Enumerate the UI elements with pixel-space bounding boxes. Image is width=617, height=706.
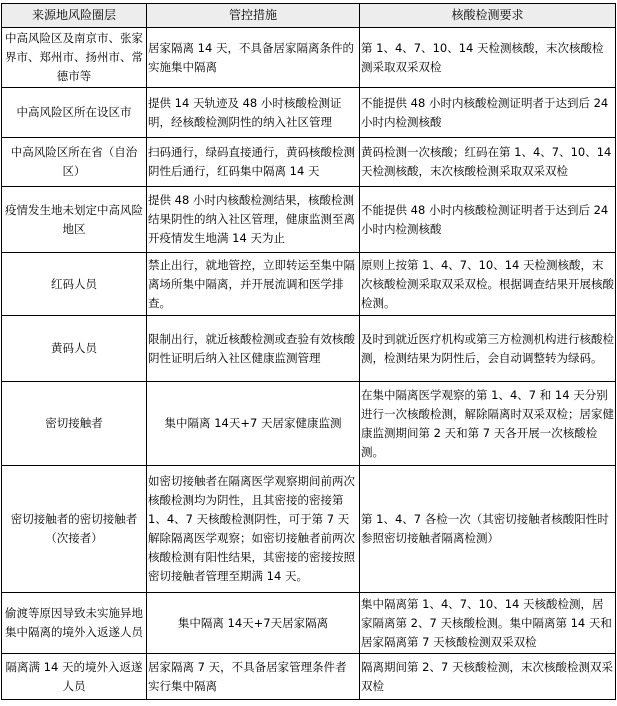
test-cell: 集中隔离第 1、4、7、10、14 天核酸检测，居家隔离第 2、7 天核酸检测。集中隔离第 14 天和居家隔离第 7 天核酸检测双采双检: [360, 593, 616, 654]
source-cell: 疫情发生地未划定中高风险地区: [2, 187, 147, 253]
measure-cell: 提供 14 天轨迹及 48 小时核酸检测证明，经核酸检测阴性的纳入社区管理: [147, 88, 360, 138]
header-measure: 管控措施: [147, 4, 360, 28]
test-cell: 隔离期间第 2、7 天核酸检测，末次核酸检测双采双检: [360, 654, 616, 700]
header-row: [2, 4, 616, 28]
table-row: [2, 466, 616, 593]
test-cell: 黄码检测一次核酸；红码在第 1、4、7、10、14 天检测核酸，末次核酸检测采取双采双检: [360, 138, 616, 187]
measure-cell: 居家隔离 14 天，不具备居家隔离条件的实施集中隔离: [147, 28, 360, 88]
test-cell: 第 1、4、7 各检一次（其密切接触者核酸阳性时参照密切接触者隔离检测）: [360, 466, 616, 593]
header-test: 核酸检测要求: [360, 4, 616, 28]
source-cell: 密切接触者: [2, 382, 147, 466]
source-cell: 黄码人员: [2, 316, 147, 382]
measure-cell: 限制出行，就近核酸检测或查验有效核酸阴性证明后纳入社区健康监测管理: [147, 316, 360, 382]
source-cell: 中高风险区所在省（自治区）: [2, 138, 147, 187]
source-cell: 中高风险区所在设区市: [2, 88, 147, 138]
measure-cell: 扫码通行，绿码直接通行，黄码核酸检测阴性后通行，红码集中隔离 14 天: [147, 138, 360, 187]
test-cell: 原则上按第 1、4、7、10、14 天检测核酸，末次核酸检测采取双采双检。根据调查结果开展核酸检测。: [360, 253, 616, 316]
table-row: [2, 654, 616, 700]
table-row: [2, 28, 616, 88]
measure-cell: 如密切接触者在隔离医学观察期间前两次核酸检测均为阴性，且其密接的密接第 1、4、7 天核酸检测阴性，可于第 7 天解除隔离医学观察；如密切接触者前两次核酸检测有阳性结果，其密接的密接按照密切接触者管理至期满 14 天。: [147, 466, 360, 593]
table-row: [2, 138, 616, 187]
test-cell: 第 1、4、7、10、14 天检测核酸，末次核酸检测采取双采双检: [360, 28, 616, 88]
policy-table: [1, 3, 616, 700]
table-row: [2, 253, 616, 316]
source-cell: 密切接触者的密切接触者（次接者）: [2, 466, 147, 593]
source-cell: 偷渡等原因导致未实施异地集中隔离的境外入返遂人员: [2, 593, 147, 654]
table-row: [2, 316, 616, 382]
test-cell: 不能提供 48 小时内核酸检测证明者于达到后 24 小时内检测核酸: [360, 187, 616, 253]
table-row: [2, 382, 616, 466]
table-row: [2, 88, 616, 138]
source-cell: 中高风险区及南京市、张家界市、郑州市、扬州市、常德市等: [2, 28, 147, 88]
table-row: [2, 593, 616, 654]
measure-cell: 集中隔离 14天+7天居家隔离: [147, 593, 360, 654]
measure-cell: 禁止出行，就地管控，立即转运至集中隔离场所集中隔离，并开展流调和医学排查。: [147, 253, 360, 316]
test-cell: 在集中隔离医学观察的第 1、4、7 和 14 天分别进行一次核酸检测，解除隔离时双采双检；居家健康监测期间第 2 天和第 7 天各开展一次核酸检测。: [360, 382, 616, 466]
measure-cell: 提供 48 小时内核酸检测结果，核酸检测结果阴性的纳入社区管理，健康监测至离开疫情发生地满 14 天为止: [147, 187, 360, 253]
measure-cell: 集中隔离 14天+7 天居家健康监测: [147, 382, 360, 466]
source-cell: 红码人员: [2, 253, 147, 316]
test-cell: 不能提供 48 小时内核酸检测证明者于达到后 24 小时内检测核酸: [360, 88, 616, 138]
source-cell: 隔离满 14 天的境外入返遂人员: [2, 654, 147, 700]
test-cell: 及时到就近医疗机构或第三方检测机构进行核酸检测，检测结果为阴性后，会自动调整转为绿码。: [360, 316, 616, 382]
header-source: 来源地风险圈层: [2, 4, 147, 28]
measure-cell: 居家隔离 7 天，不具备居家管理条件者实行集中隔离: [147, 654, 360, 700]
table-row: [2, 187, 616, 253]
